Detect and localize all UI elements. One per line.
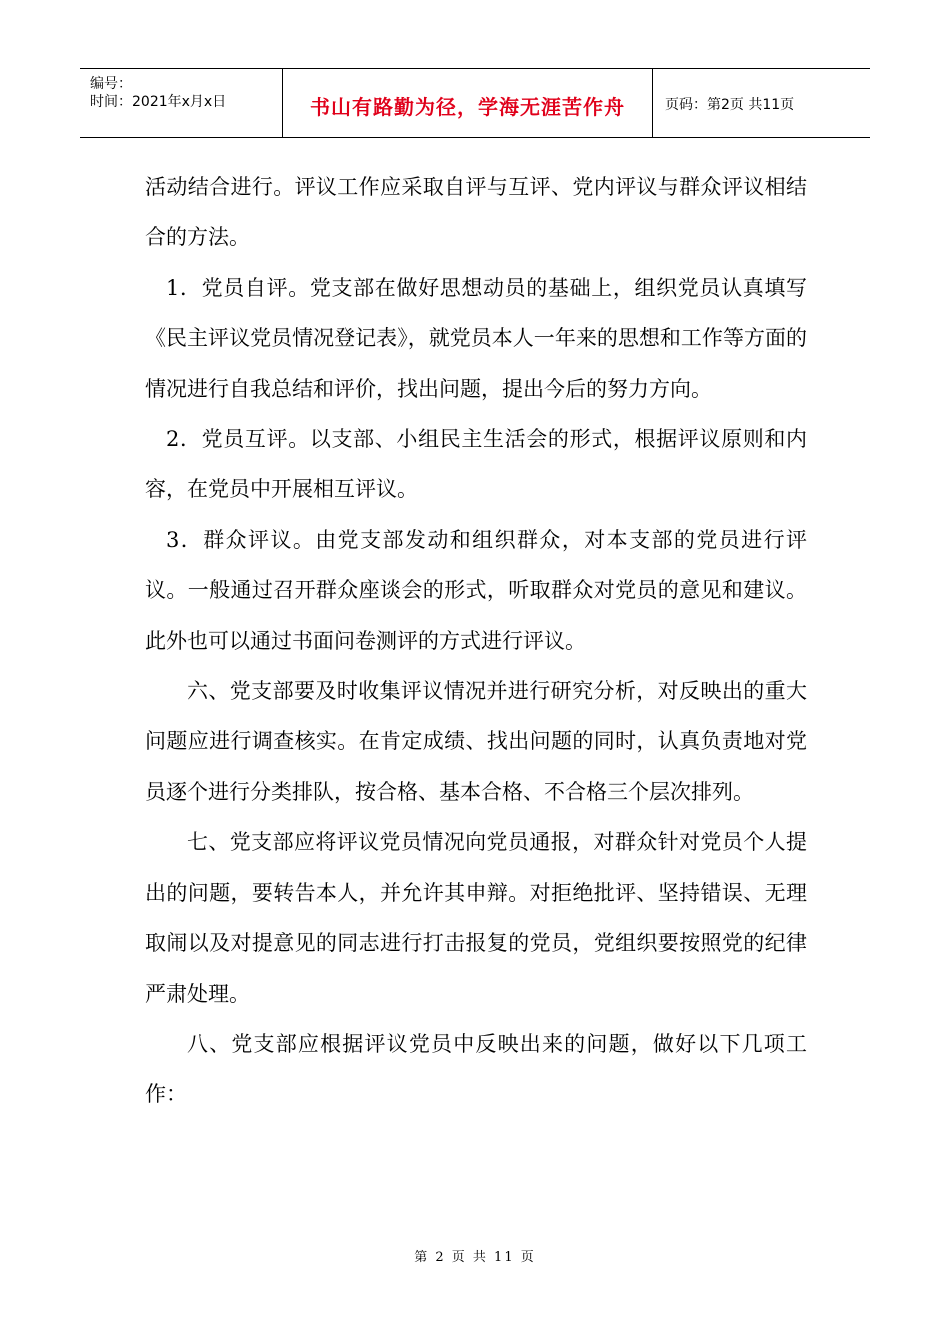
header-motto-cell	[283, 69, 653, 137]
document-body	[145, 162, 807, 1120]
page-header	[80, 68, 870, 138]
body-paragraph: 3．群众评议。由党支部发动和组织群众，对本支部的党员进行评议。一般通过召开群众座谈会的形式，听取群众对党员的意见和建议。此外也可以通过书面问卷测评的方式进行评议。	[145, 527, 807, 653]
header-page-cell	[653, 69, 870, 137]
header-meta-cell	[80, 69, 283, 137]
body-paragraph: 活动结合进行。评议工作应采取自评与互评、党内评议与群众评议相结合的方法。	[145, 175, 807, 250]
document-date-label: 时间：2021年x月x日	[90, 94, 227, 110]
header-page-info: 页码：第2页 共11页	[665, 97, 795, 113]
body-paragraph: 2．党员互评。以支部、小组民主生活会的形式，根据评议原则和内容，在党员中开展相互评议。	[145, 427, 807, 502]
body-paragraph: 八、党支部应根据评议党员中反映出来的问题，做好以下几项工作：	[145, 1031, 807, 1107]
body-paragraph: 六、党支部要及时收集评议情况并进行研究分析，对反映出的重大问题应进行调查核实。在肯定成绩、找出问题的同时，认真负责地对党员逐个进行分类排队，按合格、基本合格、不合格三个层次排列。	[145, 679, 807, 804]
body-paragraph: 1．党员自评。党支部在做好思想动员的基础上，组织党员认真填写《民主评议党员情况登记表》，就党员本人一年来的思想和工作等方面的情况进行自我总结和评价，找出问题，提出今后的努力方向。	[145, 275, 807, 401]
header-motto: 书山有路勤为径，学海无涯苦作舟	[310, 95, 625, 119]
document-number-label: 编号：	[90, 76, 132, 92]
page-footer: 第 2 页 共 11 页	[414, 1250, 536, 1265]
body-paragraph: 七、党支部应将评议党员情况向党员通报，对群众针对党员个人提出的问题，要转告本人，并允许其申辩。对拒绝批评、坚持错误、无理取闹以及对提意见的同志进行打击报复的党员，党组织要按照党的纪律严肃处理。	[145, 830, 807, 1006]
